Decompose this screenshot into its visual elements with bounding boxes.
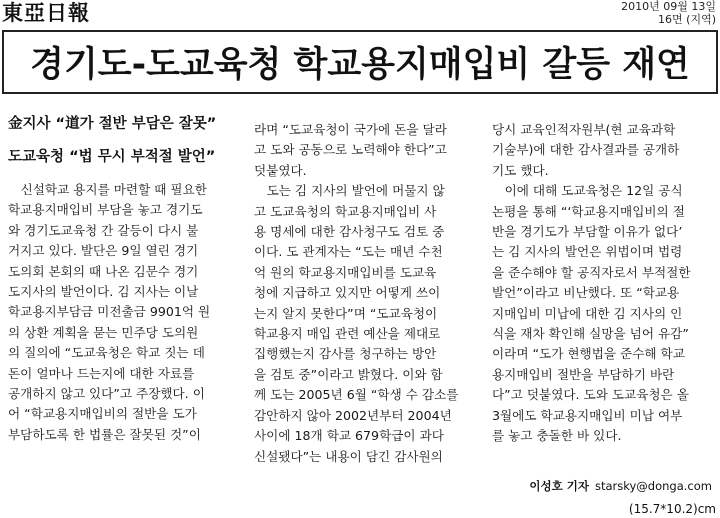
publication-meta: [621, 0, 716, 26]
article-column-1: [8, 114, 244, 445]
publication-date: 2010년 09월 13일: [621, 0, 716, 13]
reporter-email: starsky@donga.com: [594, 479, 712, 493]
clipping-size-note: (15.7*10.2)cm: [628, 502, 716, 516]
article-column-3: [492, 120, 714, 447]
newspaper-name: 東亞日報: [2, 0, 90, 25]
headline-box: [2, 30, 718, 94]
page-section: 16면 (지역): [658, 13, 716, 26]
article-column-2: [254, 120, 480, 467]
column-2-text: 라며 “도교육청이 국가에 돈을 달라 고 도와 공동으로 노력해야 한다”고 덧붙였다. 도는 김 지사의 발언에 머물지 않 고 도교육청의 학교용지매입비 사 용 명세에 대한 감사청구도 검토 중 이다. 도 관계자는 “도는 매년 수천 억 원의 학교용지매입비를 도교육 청에 지급하고 있지만 어떻게 쓰이 는지 알지 못한다”며 “도교육청이 학교용지 매입 관련 예산을 제대로 집행했는지 감사를 청구하는 방안 을 검토 중”이라고 밝혔다. 이와 함 께 도는 2005년 6월 “학생 수 감소를 감안하지 않아 2002년부터 2004년 사이에 18개 학교 679학급이 과다 신설됐다”는 내용이 담긴 감사원의: [254, 122, 459, 464]
subheadline-2: 도교육청 “법 무시 부적절 발언”: [8, 149, 216, 165]
article-headline: 경기도-도교육청 학교용지매입비 갈등 재연: [30, 45, 690, 85]
column-1-text: 신설학교 용지를 마련할 때 필요한 학교용지매입비 부담을 놓고 경기도 와 경기도교육청 간 갈등이 다시 불 거지고 있다. 발단은 9일 열린 경기 도의회 본회의 때 나온 김문수 경기 도지사의 발언이다. 김 지사는 이날 학교용지부담금 미전출금 9901억 원 의 상환 계획을 묻는 민주당 도의원 의 질의에 “도교육청은 학교 짓는 데 돈이 얼마나 드는지에 대한 자료를 공개하지 않고 있다”고 주장했다. 이 어 “학교용지매입비의 절반을 도가 부담하도록 한 법률은 잘못된 것”이: [8, 182, 211, 442]
reporter-name: 이성호 기자: [529, 479, 589, 493]
byline: [529, 478, 712, 494]
subheadline-1: 金지사 “道가 절반 부담은 잘못”: [8, 116, 217, 132]
subheadline-group: [8, 114, 244, 167]
column-3-text: 당시 교육인적자원부(현 교육과학 기술부)에 대한 감사결과를 공개하 기도 했다. 이에 대해 도교육청은 12일 공식 논평을 통해 “‘학교용지매입비의 절 반을 경기도가 부담할 이유가 없다’ 는 김 지사의 발언은 위법이며 법령 을 준수해야 할 공직자로서 부적절한 발언”이라고 비난했다. 또 “학교용 지매입비 미납에 대한 김 지사의 인 식을 재차 확인해 실망을 넘어 유감” 이라며 “도가 현행법을 준수해 학교 용지매입비 절반을 부담하기 바란 다”고 덧붙였다. 도와 도교육청은 올 3월에도 학교용지매입비 미납 여부 를 놓고 충돌한 바 있다.: [492, 122, 691, 444]
masthead: [0, 0, 720, 30]
